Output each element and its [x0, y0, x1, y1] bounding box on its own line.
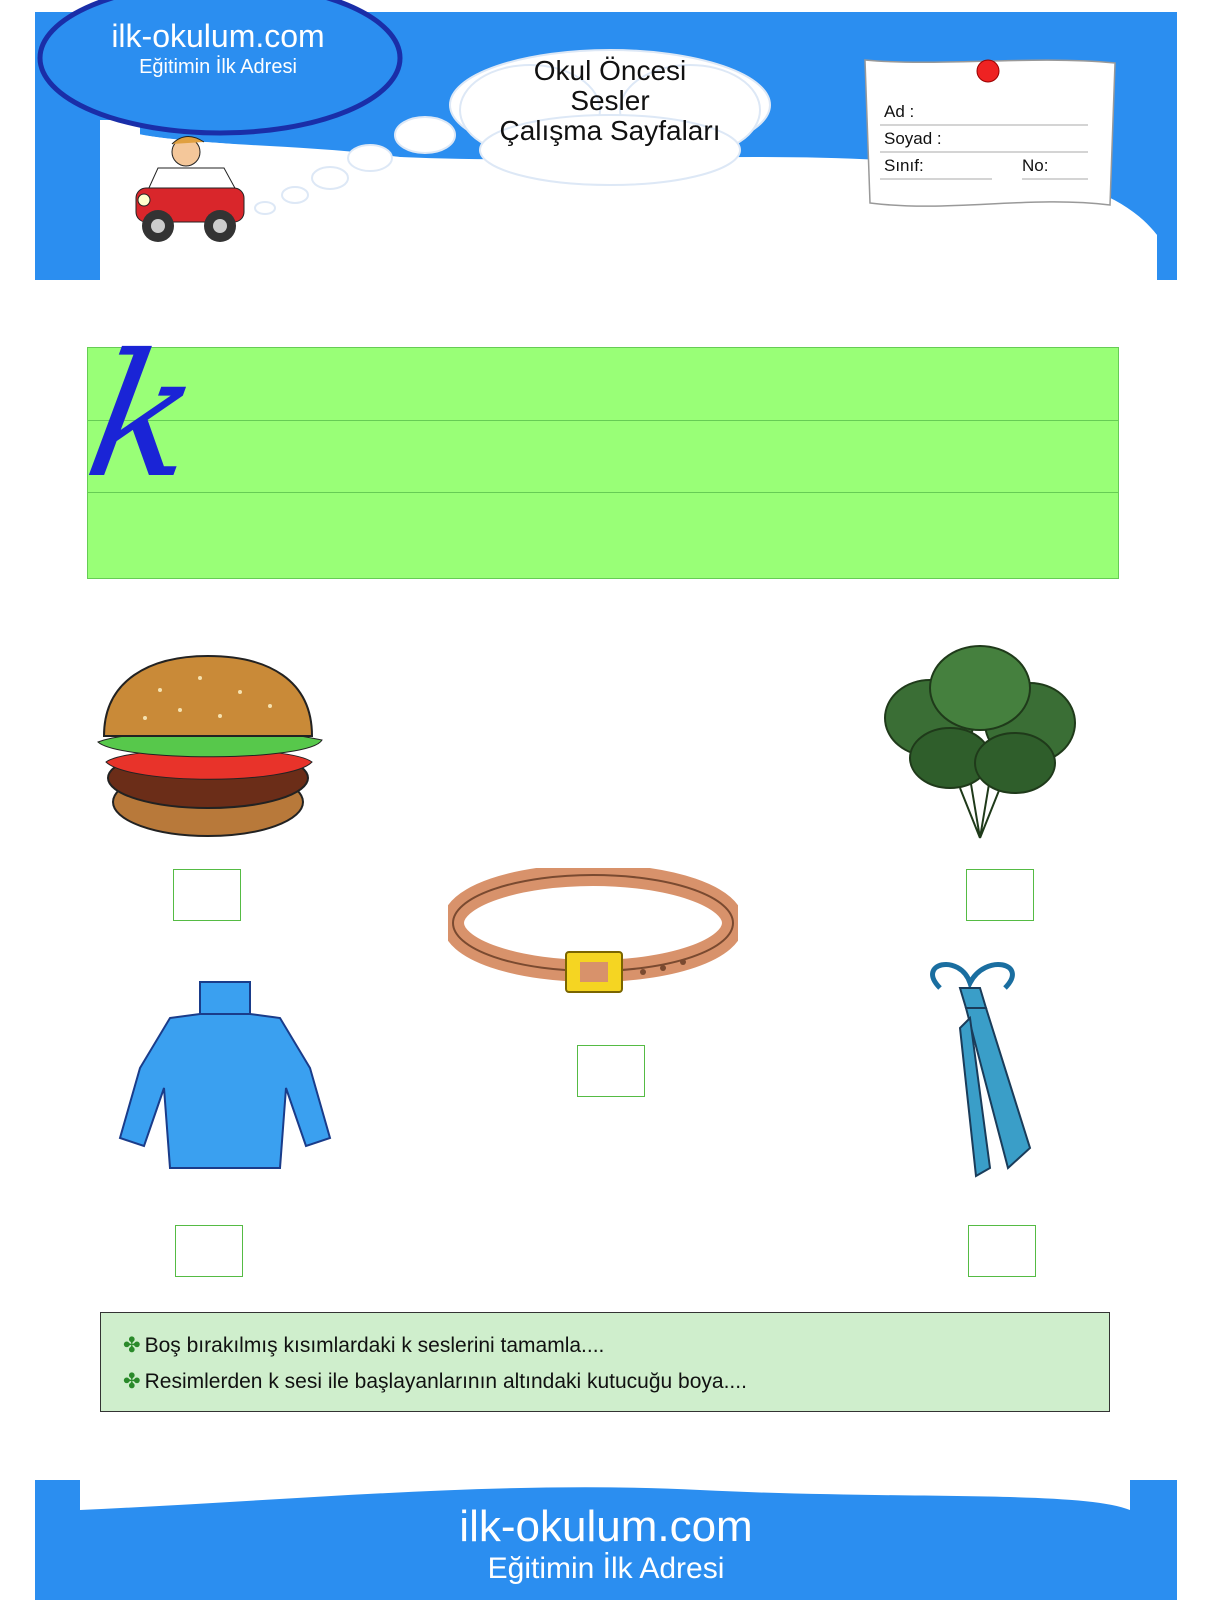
- name-field-label: Ad :: [884, 102, 915, 121]
- tie-image: [920, 958, 1050, 1183]
- car-cartoon-image: [128, 130, 248, 250]
- surname-field-label: Soyad :: [884, 129, 942, 148]
- writing-practice-band[interactable]: [87, 347, 1119, 579]
- number-field-label: No:: [1022, 156, 1049, 175]
- footer-site-name: ilk-okulum.com: [459, 1502, 753, 1551]
- cursive-letter: k: [74, 318, 213, 516]
- answer-box-hamburger[interactable]: [173, 869, 241, 921]
- header-site-subtitle: Eğitimin İlk Adresi: [139, 56, 297, 78]
- instructions-box: [100, 1312, 1110, 1412]
- answer-box-spinach[interactable]: [966, 869, 1034, 921]
- clover-bullet-icon: ✤: [123, 1334, 141, 1357]
- header-site-name: ilk-okulum.com: [111, 18, 325, 54]
- header-title: [470, 56, 750, 146]
- instruction-text: Resimlerden k sesi ile başlayanlarının altındaki kutucuğu boya....: [144, 1370, 747, 1393]
- instruction-item: [123, 1333, 604, 1358]
- header-title-line-3: Çalışma Sayfaları: [499, 115, 721, 146]
- answer-box-tie[interactable]: [968, 1225, 1036, 1277]
- instruction-text: Boş bırakılmış kısımlardaki k seslerini tamamla....: [144, 1334, 605, 1357]
- spinach-image: [870, 638, 1090, 853]
- header-title-line-2: Sesler: [570, 85, 650, 116]
- answer-box-belt[interactable]: [577, 1045, 645, 1097]
- sweater-image: [110, 978, 340, 1178]
- footer-site-subtitle: Eğitimin İlk Adresi: [487, 1552, 725, 1585]
- answer-box-sweater[interactable]: [175, 1225, 243, 1277]
- belt-image: [448, 868, 738, 1008]
- instruction-item: [123, 1369, 747, 1394]
- class-field-label: Sınıf:: [884, 156, 924, 175]
- guide-line: [88, 492, 1118, 493]
- clover-bullet-icon: ✤: [123, 1370, 141, 1393]
- guide-line: [88, 420, 1118, 421]
- hamburger-image: [90, 650, 330, 850]
- header-title-line-1: Okul Öncesi: [533, 55, 687, 86]
